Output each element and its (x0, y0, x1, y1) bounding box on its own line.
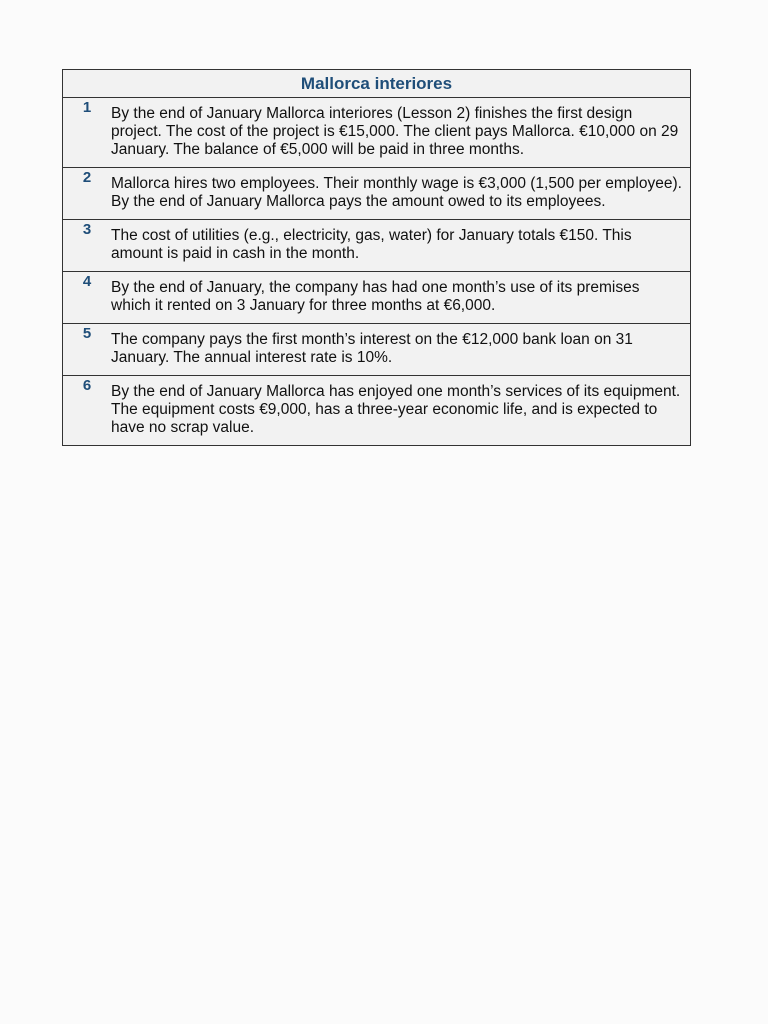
table-title: Mallorca interiores (63, 70, 691, 98)
row-content (63, 376, 690, 445)
table-cell (63, 168, 691, 220)
table-header-row (63, 70, 691, 98)
transactions-table (62, 69, 691, 446)
row-text: By the end of January Mallorca interiores (Lesson 2) finishes the first design project. The cost of the project is €15,000. The client pays Mallorca. €10,000 on 29 January. The balance of €5,000 will be paid in three months. (111, 105, 679, 158)
table-row (63, 220, 691, 272)
table-row (63, 168, 691, 220)
row-text: By the end of January Mallorca has enjoyed one month’s services of its equipment. The equipment costs €9,000, has a three-year economic life, and is expected to have no scrap value. (111, 383, 681, 436)
row-number: 5 (82, 325, 92, 342)
table-cell (63, 376, 691, 446)
table-row (63, 272, 691, 324)
row-number: 2 (82, 169, 92, 186)
row-number: 6 (82, 377, 92, 394)
row-content (63, 168, 690, 219)
row-text: Mallorca hires two employees. Their monthly wage is €3,000 (1,500 per employee). By the end of January Mallorca pays the amount owed to its employees. (111, 175, 682, 210)
table-row (63, 324, 691, 376)
row-content (63, 324, 690, 375)
row-text: By the end of January, the company has had one month’s use of its premises which it rented on 3 January for three months at €6,000. (111, 279, 640, 314)
table-row (63, 376, 691, 446)
table-row (63, 98, 691, 168)
table-cell (63, 98, 691, 168)
table-cell (63, 220, 691, 272)
table-cell (63, 324, 691, 376)
row-content (63, 220, 690, 271)
row-number: 4 (82, 273, 92, 290)
table-cell (63, 272, 691, 324)
row-content (63, 98, 690, 167)
row-number: 1 (82, 99, 92, 116)
row-content (63, 272, 690, 323)
row-text: The company pays the first month’s interest on the €12,000 bank loan on 31 January. The annual interest rate is 10%. (111, 331, 633, 366)
row-text: The cost of utilities (e.g., electricity, gas, water) for January totals €150. This amount is paid in cash in the month. (111, 227, 632, 262)
row-number: 3 (82, 221, 92, 238)
